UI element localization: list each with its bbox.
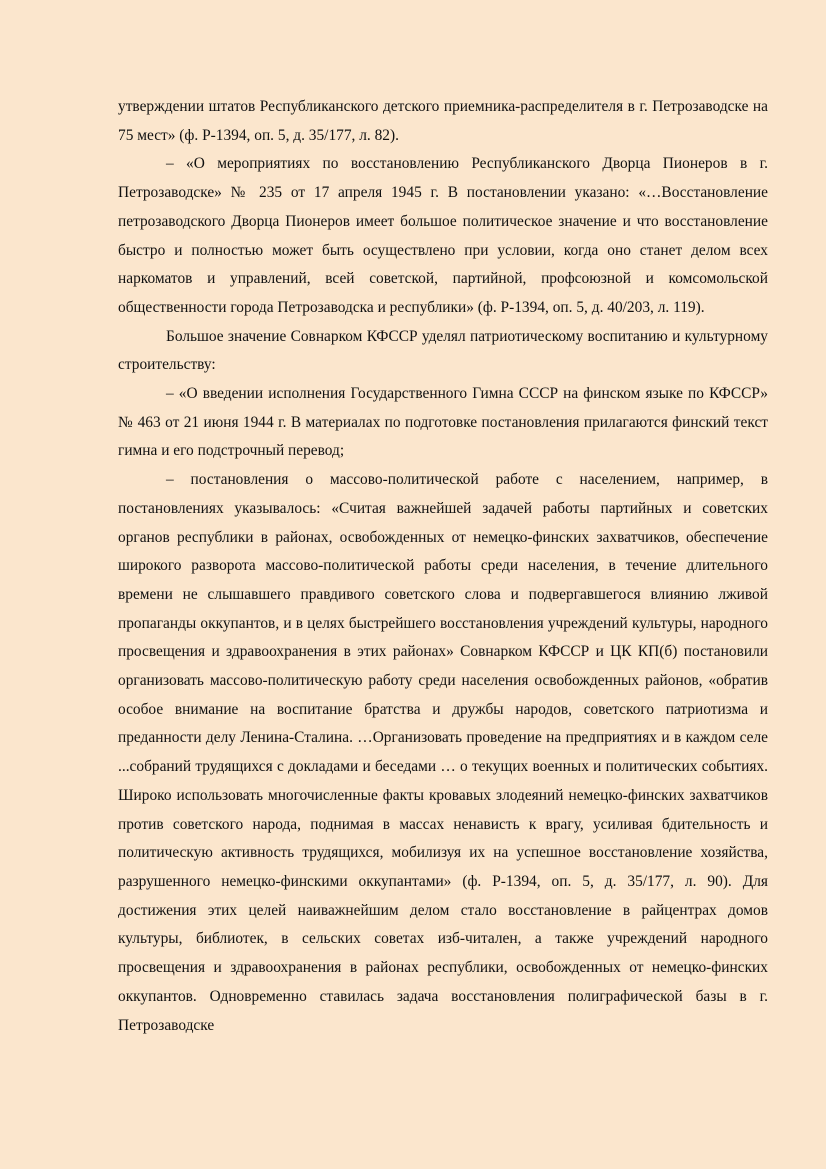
paragraph-continuation: утверждении штатов Республиканского детского приемника-распределителя в г. Петрозаводске на 75 мест» (ф. Р-1394, оп. 5, д. 35/177, л. 82). <box>118 98 768 144</box>
paragraph-anthem: – «О введении исполнения Государственного Гимна СССР на финском языке по КФССР» № 463 от 21 июня 1944 г. В материалах по подготовке постановления прилагаются финский текст гимна и его подстрочный перевод; <box>118 385 768 460</box>
document-page <box>118 93 768 1040</box>
paragraph-pioneers-palace: – «О мероприятиях по восстановлению Республиканского Дворца Пионеров в г. Петрозаводске» № 235 от 17 апреля 1945 г. В постановлении указано: «…Восстановление петрозаводского Дворца Пионеров имеет большое политическое значение и что восстановление быстро и полностью может быть осуществлено при условии, когда оно станет делом всех наркоматов и управлений, всей советской, партийной, профсоюзной и комсомольской общественности города Петрозаводска и республики» (ф. Р-1394, оп. 5, д. 40/203, л. 119). <box>118 155 768 316</box>
paragraph-mass-political-work: – постановления о массово-политической работе с населением, например, в постановлениях указывалось: «Считая важнейшей задачей работы партийных и советских органов республики в районах, освобожденных от немецко-финских захватчиков, обеспечение широкого разворота массово-политической работы среди населения, в течение длительного времени не слышавшего правдивого советского слова и подвергавшегося влиянию лживой пропаганды оккупантов, и в целях быстрейшего восстановления учреждений культуры, народного просвещения и здравоохранения в этих районах» Совнарком КФССР и ЦК КП(б) постановили организовать массово-политическую работу среди населения освобожденных районов, «обратив особое внимание на воспитание братства и дружбы народов, советского патриотизма и преданности делу Ленина-Сталина. …Организовать проведение на предприятиях и в каждом селе ...собраний трудящихся с докладами и беседами … о текущих военных и политических событиях. Широко использовать многочисленные факты кровавых злодеяний немецко-финских захватчиков против советского народа, поднимая в массах ненависть к врагу, усиливая бдительность и политическую активность трудящихся, мобилизуя их на успешное восстановление хозяйства, разрушенного немецко-финскими оккупантами» (ф. Р-1394, оп. 5, д. 35/177, л. 90). Для достижения этих целей наиважнейшим делом стало восстановление в райцентрах домов культуры, библиотек, в сельских советах изб-читален, а также учреждений народного просвещения и здравоохранения в районах республики, освобожденных от немецко-финских оккупантов. Одновременно ставилась задача восстановления полиграфической базы в г. Петрозаводске <box>118 471 768 1034</box>
paragraph-patriotic-education: Большое значение Совнарком КФССР уделял патриотическому воспитанию и культурному строительству: <box>118 327 768 374</box>
